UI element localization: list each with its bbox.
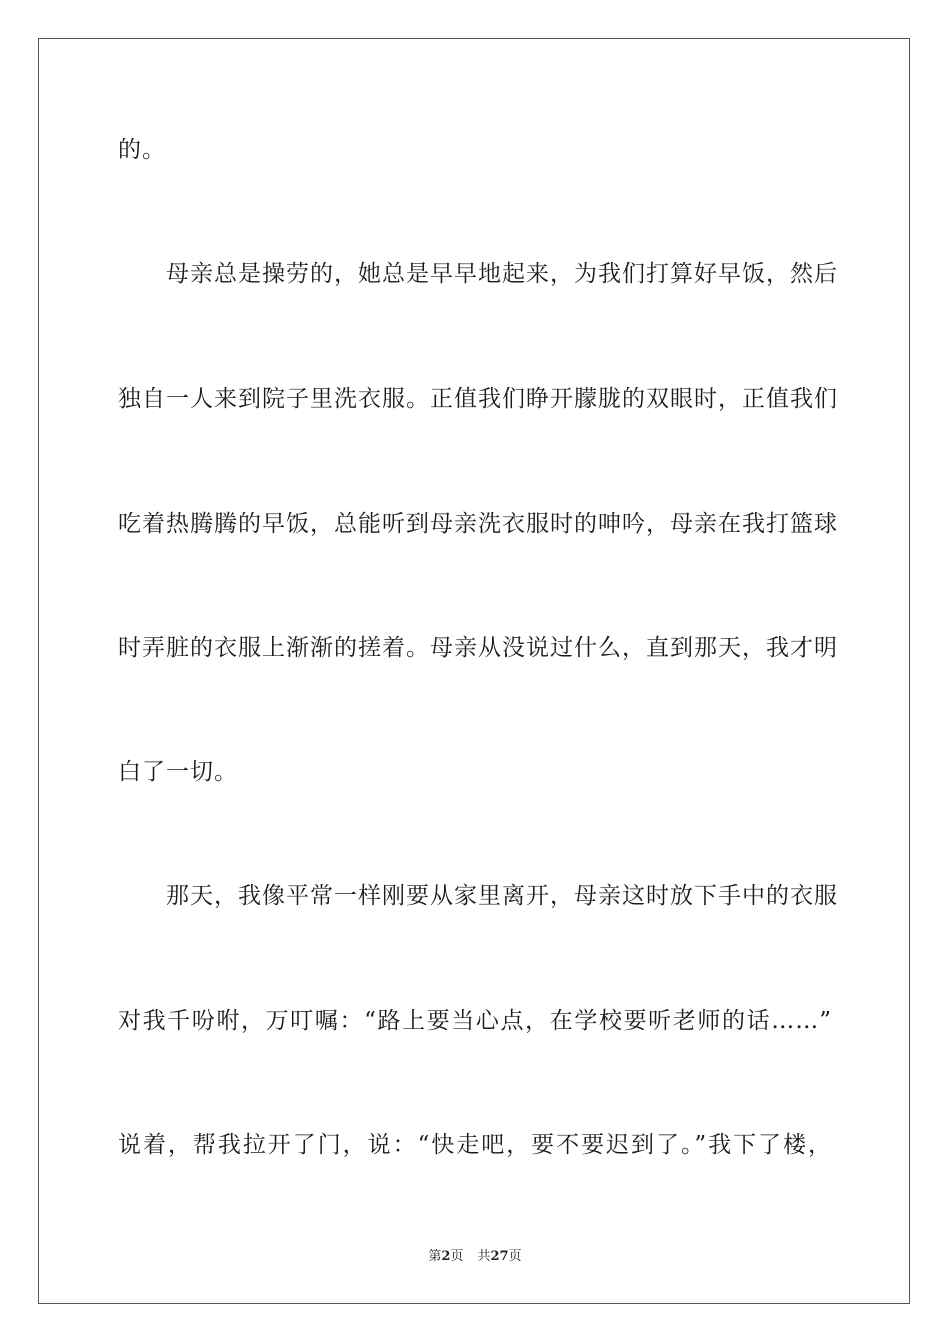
text-line-5: 时弄脏的衣服上渐渐的搓着。母亲从没说过什么，直到那天，我才明 <box>118 635 838 661</box>
text-line-1: 的。 <box>118 137 166 163</box>
page-suffix: 页 <box>450 1249 464 1264</box>
text-line-9: 说着，帮我拉开了门，说：“快走吧，要不要迟到了。”我下了楼， <box>118 1132 832 1158</box>
text-line-6: 白了一切。 <box>118 759 238 785</box>
page-number: 2 <box>441 1249 451 1264</box>
text-line-2: 母亲总是操劳的，她总是早早地起来，为我们打算好早饭，然后 <box>118 261 838 287</box>
text-line-3: 独自一人来到院子里洗衣服。正值我们睁开朦胧的双眼时，正值我们 <box>118 386 838 412</box>
total-prefix: 共 <box>477 1249 491 1264</box>
page-border <box>38 38 910 1304</box>
text-line-7: 那天，我像平常一样刚要从家里离开，母亲这时放下手中的衣服 <box>118 883 838 909</box>
total-pages: 27 <box>490 1249 509 1264</box>
text-line-8: 对我千吩咐，万叮嘱：“路上要当心点，在学校要听老师的话……” <box>118 1008 832 1034</box>
page-prefix: 第 <box>428 1249 442 1264</box>
page-footer <box>0 1247 950 1267</box>
total-suffix: 页 <box>508 1249 522 1264</box>
text-line-4: 吃着热腾腾的早饭，总能听到母亲洗衣服时的呻吟，母亲在我打篮球 <box>118 511 838 537</box>
